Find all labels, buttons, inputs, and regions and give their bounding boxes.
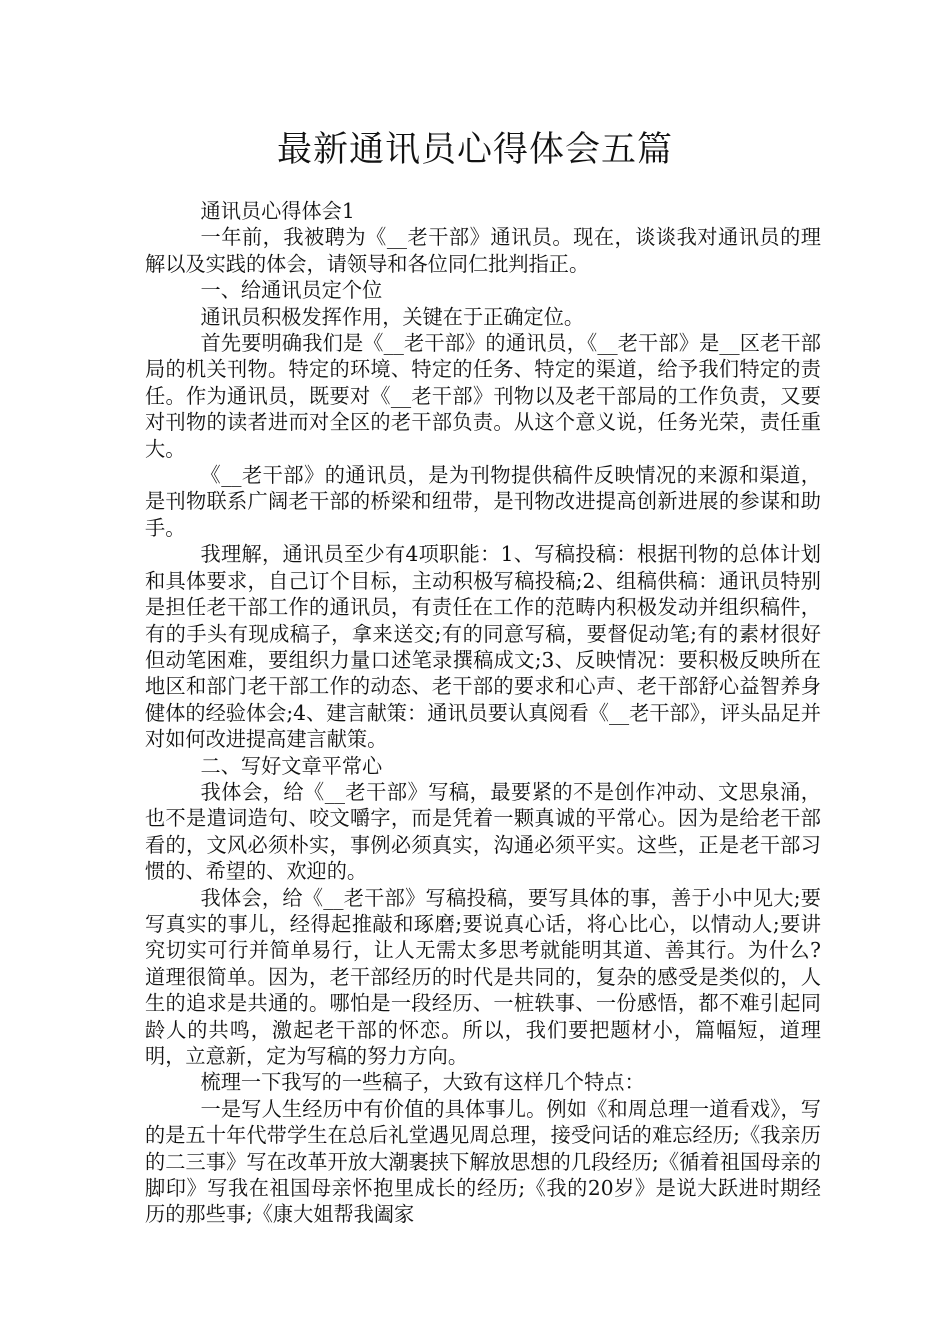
section-heading-2: 二、写好文章平常心 — [200, 753, 383, 778]
paragraph: 《__老干部》的通讯员，是为刊物提供稿件反映情况的来源和渠道，是刊物联系广阔老干部的桥梁和纽带，是刊物改进提高创新进展的参谋和助手。 — [145, 463, 821, 540]
paragraph: 我体会，给《__老干部》写稿投稿，要写具体的事，善于小中见大;要写真实的事儿，经得起推敲和琢磨;要说真心话，将心比心，以情动人;要讲究切实可行并简单易行，让人无需太多思考就能明其道、善其行。为什么?道理很简单。因为，老干部经历的时代是共同的，复杂的感受是类似的，人生的追求是共通的。哪怕是一段经历、一桩轶事、一份感悟，都不难引起同龄人的共鸣，激起老干部的怀恋。所以，我们要把题材小，篇幅短，道理明，立意新，定为写稿的努力方向。 — [145, 885, 821, 1068]
document-body — [145, 198, 821, 1228]
paragraph: 首先要明确我们是《__老干部》的通讯员，《__老干部》是__区老干部局的机关刊物。特定的环境、特定的任务、特定的渠道，给予我们特定的责任。作为通讯员，既要对《__老干部》刊物以及老干部局的工作负责，又要对刊物的读者进而对全区的老干部负责。从这个意义说，任务光荣，责任重大。 — [145, 331, 821, 461]
document-title: 最新通讯员心得体会五篇 — [276, 130, 673, 170]
heading-part-1: 通讯员心得体会1 — [200, 199, 355, 223]
paragraph: 通讯员积极发挥作用，关键在于正确定位。 — [200, 304, 585, 329]
section-heading-1: 一、给通讯员定个位 — [200, 278, 383, 303]
paragraph-intro: 一年前，我被聘为《__老干部》通讯员。现在，谈谈我对通讯员的理解以及实践的体会，请领导和各位同仁批判指正。 — [145, 225, 821, 276]
paragraph: 梳理一下我写的一些稿子，大致有这样几个特点： — [200, 1070, 645, 1095]
paragraph: 一是写人生经历中有价值的具体事儿。例如《和周总理一道看戏》，写的是五十年代带学生在总后礼堂遇见周总理，接受问话的难忘经历;《我亲历的二三事》写在改革开放大潮裹挟下解放思想的几段经历;《循着祖国母亲的脚印》写我在祖国母亲怀抱里成长的经历;《我的20岁》是说大跃进时期经历的那些事;《康大姐帮我阖家 — [145, 1096, 821, 1227]
paragraph: 我理解，通讯员至少有4项职能：1、写稿投稿：根据刊物的总体计划和具体要求，自己订个目标，主动积极写稿投稿;2、组稿供稿：通讯员特别是担任老干部工作的通讯员，有责任在工作的范畴内积极发动并组织稿件，有的手头有现成稿子，拿来送交;有的同意写稿，要督促动笔;有的素材很好但动笔困难，要组织力量口述笔录撰稿成文;3、反映情况：要积极反映所在地区和部门老干部工作的动态、老干部的要求和心声、老干部舒心益智养身健体的经验体会;4、建言献策：通讯员要认真阅看《__老干部》，评头品足并对如何改进提高建言献策。 — [145, 542, 821, 752]
paragraph: 我体会，给《__老干部》写稿，最要紧的不是创作冲动、文思泉涌，也不是遣词造句、咬文嚼字，而是凭着一颗真诚的平常心。因为是给老干部看的，文风必须朴实，事例必须真实，沟通必须平实。这些，正是老干部习惯的、希望的、欢迎的。 — [145, 779, 821, 884]
